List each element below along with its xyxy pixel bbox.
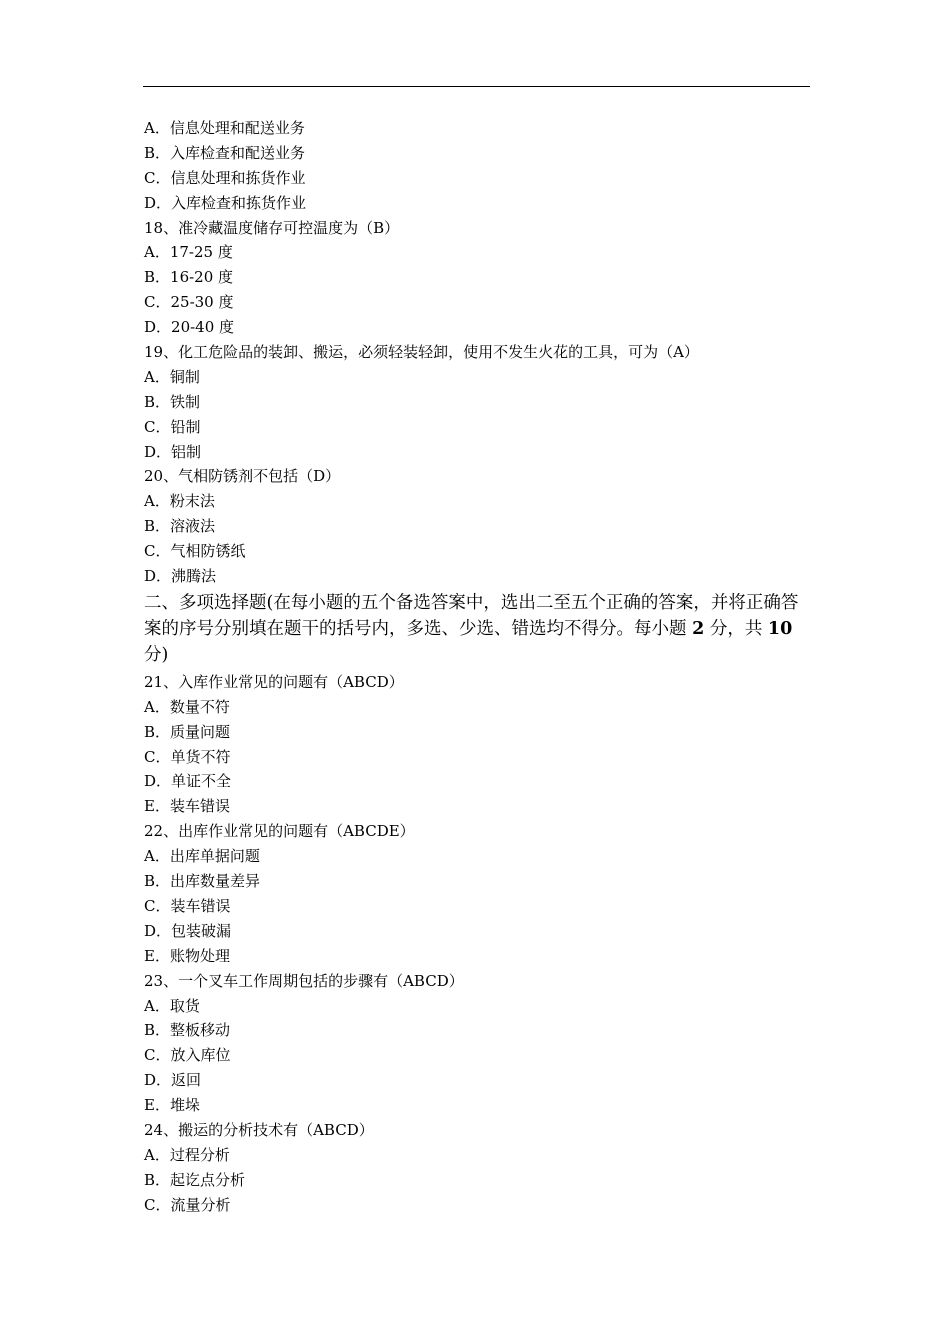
answer-option: D．单证不全 — [144, 772, 232, 791]
answer-option: C．装车错误 — [144, 896, 231, 915]
answer-option: D．20-40 度 — [144, 318, 235, 337]
answer-option: A．粉末法 — [144, 492, 215, 511]
section-heading-text-1: 二、多项选择题(在每小题的五个备选答案中，选出二至五个正确的答案，并将正确答案的序号分别填在题干的括号内，多选、少选、错选均不得分。每小题 — [144, 592, 799, 639]
answer-option: C．25-30 度 — [144, 293, 234, 312]
answer-option: B．铁制 — [144, 392, 201, 411]
answer-option: C．放入库位 — [144, 1046, 231, 1065]
answer-option: A．过程分析 — [144, 1145, 230, 1164]
answer-option: B．质量问题 — [144, 722, 231, 741]
answer-option: B．入库检查和配送业务 — [144, 143, 306, 162]
answer-option: C．流量分析 — [144, 1195, 231, 1214]
answer-option: A．取货 — [144, 996, 200, 1015]
answer-option: B．出库数量差异 — [144, 872, 261, 891]
answer-option: D．入库检查和拣货作业 — [144, 193, 307, 212]
question-stem: 19、化工危险品的装卸、搬运，必须轻装轻卸，使用不发生火花的工具，可为（A） — [144, 343, 699, 362]
answer-option: C．单货不符 — [144, 747, 231, 766]
question-stem: 23、一个叉车工作周期包括的步骤有（ABCD） — [144, 971, 464, 990]
answer-option: A．数量不符 — [144, 697, 230, 716]
page-content — [144, 116, 812, 1218]
answer-option: E．装车错误 — [144, 797, 230, 816]
answer-option: C．气相防锈纸 — [144, 542, 246, 561]
question-stem: 24、搬运的分析技术有（ABCD） — [144, 1120, 374, 1139]
question-list-multiple-choice — [144, 670, 812, 1218]
answer-option: A．17-25 度 — [144, 243, 233, 262]
answer-option: B．起讫点分析 — [144, 1170, 246, 1189]
answer-option: C．信息处理和拣货作业 — [144, 168, 306, 187]
answer-option: B．16-20 度 — [144, 268, 234, 287]
question-stem: 21、入库作业常见的问题有（ABCD） — [144, 672, 404, 691]
answer-option: A．信息处理和配送业务 — [144, 119, 305, 137]
question-stem: 22、出库作业常见的问题有（ABCDE） — [144, 822, 415, 841]
answer-option: B．溶液法 — [144, 517, 216, 536]
answer-option: E．堆垛 — [144, 1096, 200, 1115]
question-stem: 18、准冷藏温度储存可控温度为（B） — [144, 218, 400, 237]
section-heading-multiple-choice — [144, 590, 812, 668]
answer-option: D．沸腾法 — [144, 567, 217, 586]
answer-option: C．铅制 — [144, 417, 201, 436]
section-total-points: 10 — [767, 618, 793, 639]
answer-option: D．包装破漏 — [144, 921, 232, 940]
answer-option: A．铜制 — [144, 367, 200, 386]
answer-option: D．返回 — [144, 1071, 202, 1090]
section-points-per-question: 2 — [692, 618, 705, 639]
header-rule — [143, 86, 810, 87]
section-heading-text-3: 分) — [144, 644, 169, 665]
answer-option: D．铝制 — [144, 442, 202, 461]
question-list-single-choice — [144, 116, 812, 589]
answer-option: B．整板移动 — [144, 1021, 231, 1040]
answer-option: A．出库单据问题 — [144, 847, 260, 866]
question-stem: 20、气相防锈剂不包括（D） — [144, 467, 341, 486]
section-heading-text-2: 分，共 — [704, 618, 768, 639]
answer-option: E．账物处理 — [144, 946, 230, 965]
